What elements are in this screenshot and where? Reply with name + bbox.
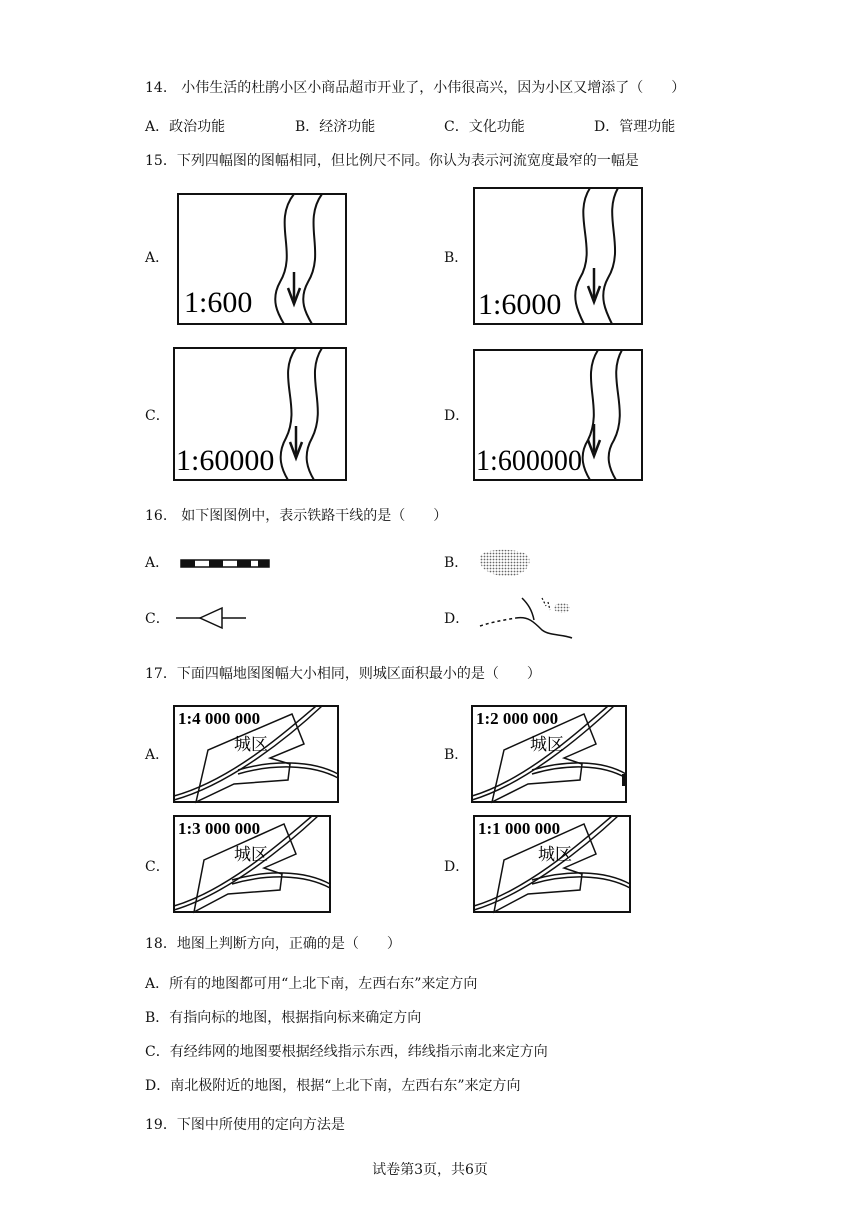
city-area-label: 城区 [234, 735, 268, 754]
dotted-area-legend-icon [474, 546, 534, 580]
q15-river-map-c [172, 346, 348, 482]
city-area-label: 城区 [234, 845, 268, 864]
q14-option-c[interactable]: C．文化功能 [444, 119, 525, 135]
q17-scale-c: 1:3 000 000 [178, 819, 261, 838]
q16-option-a-letter[interactable]: A． [145, 555, 170, 571]
page-footer: 试卷第3页，共6页 [372, 1162, 488, 1178]
q16-option-c-letter[interactable]: C． [145, 611, 170, 627]
q15-option-c-letter[interactable]: C． [145, 408, 170, 424]
q15-river-map-d [472, 348, 644, 482]
q15-option-a-letter[interactable]: A． [145, 250, 170, 266]
q17-option-a-letter[interactable]: A． [145, 747, 170, 763]
q17-option-d-letter[interactable]: D． [444, 859, 470, 875]
q18-option-b[interactable]: B．有指向标的地图，根据指向标来确定方向 [145, 1010, 422, 1026]
triangle-line-legend-icon [174, 606, 248, 630]
q17-scale-b: 1:2 000 000 [476, 709, 559, 728]
q16-option-d-letter[interactable]: D． [444, 611, 470, 627]
q17-option-c-letter[interactable]: C． [145, 859, 170, 875]
q15-river-map-b [472, 186, 644, 326]
city-area-label: 城区 [530, 735, 564, 754]
q14-option-b[interactable]: B．经济功能 [295, 119, 376, 135]
question-14-stem: 14. 小伟生活的杜鹃小区小商品超市开业了，小伟很高兴，因为小区又增添了（ ） [145, 80, 686, 96]
q17-scale-a: 1:4 000 000 [178, 709, 261, 728]
q16-option-b-letter[interactable]: B． [444, 555, 469, 571]
river-spring-legend-icon [476, 594, 576, 640]
q17-city-map-d [472, 814, 632, 914]
q15-river-map-a [176, 192, 348, 326]
q14-option-a[interactable]: A．政治功能 [145, 119, 226, 135]
question-17-stem: 17．下面四幅地图图幅大小相同，则城区面积最小的是（ ） [145, 666, 541, 682]
q17-city-map-b [470, 704, 628, 804]
q17-option-b-letter[interactable]: B． [444, 747, 469, 763]
q15-option-d-letter[interactable]: D． [444, 408, 470, 424]
q15-scale-c: 1:60000 [176, 444, 275, 477]
q14-option-d[interactable]: D．管理功能 [594, 119, 676, 135]
q17-city-map-c [172, 814, 332, 914]
q17-city-map-a [172, 704, 340, 804]
question-15-stem: 15．下列四幅图的图幅相同，但比例尺不同。你认为表示河流宽度最窄的一幅是 [145, 153, 639, 169]
city-area-label: 城区 [538, 845, 572, 864]
q15-scale-a: 1:600 [184, 286, 253, 319]
question-18-stem: 18．地图上判断方向，正确的是（ ） [145, 936, 401, 952]
q18-option-d[interactable]: D．南北极附近的地图，根据“上北下南，左西右东”来定方向 [145, 1078, 521, 1094]
question-19-stem: 19．下图中所使用的定向方法是 [145, 1117, 345, 1133]
q15-scale-b: 1:6000 [478, 288, 562, 321]
railway-legend-icon [180, 558, 270, 570]
question-16-stem: 16. 如下图图例中，表示铁路干线的是（ ） [145, 508, 448, 524]
q18-option-c[interactable]: C．有经纬网的地图要根据经线指示东西，纬线指示南北来定方向 [145, 1044, 548, 1060]
q17-scale-d: 1:1 000 000 [478, 819, 561, 838]
q18-option-a[interactable]: A．所有的地图都可用“上北下南，左西右东”来定方向 [145, 976, 478, 992]
q15-scale-d: 1:600000 [476, 444, 582, 477]
q15-option-b-letter[interactable]: B． [444, 250, 469, 266]
